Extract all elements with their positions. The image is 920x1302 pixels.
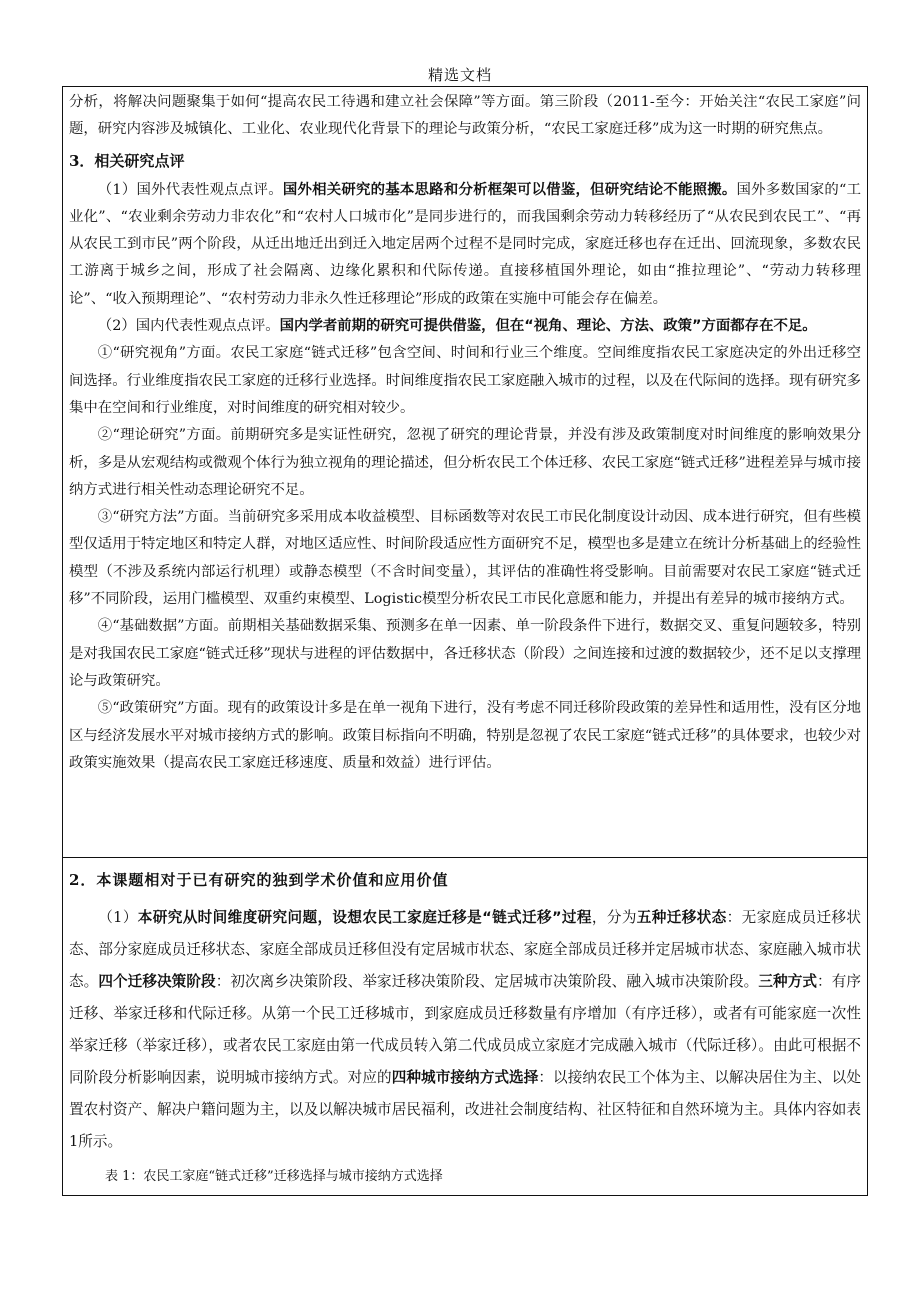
value-bold-5: 四种城市接纳方式选择: [391, 1069, 539, 1086]
value-bold-1: 本研究从时间维度研究问题，设想农民工家庭迁移是“链式迁移”过程: [137, 909, 592, 926]
intro-paragraph: 分析，将解决问题聚集于如何“提高农民工待遇和建立社会保障”等方面。第三阶段（2011-至今：开始关注“农民工家庭”问题，研究内容涉及城镇化、工业化、农业现代化背景下的理论与政策分析，“农民工家庭迁移”成为这一时期的研究焦点。: [69, 94, 861, 138]
table-caption: 表 1：农民工家庭“链式迁移”迁移选择与城市接纳方式选择: [105, 1169, 443, 1184]
section-2-content: [69, 867, 861, 1158]
page-header: 精选文档: [427, 66, 492, 84]
section-3-content: [69, 89, 861, 777]
value-bold-3: 四个迁移决策阶段: [98, 973, 216, 990]
review-item-policy: ⑤“政策研究”方面。现有的政策设计多是在单一视角下进行，没有考虑不同迁移阶段政策的差异性和适用性，没有区分地区与经济发展水平对城市接纳方式的影响。政策目标指向不明确，特别是忽视了农民工家庭“链式迁移”的具体要求，也较少对政策实施效果（提高农民工家庭迁移速度、质量和效益）进行评估。: [69, 700, 861, 771]
domestic-review-bold: 国内学者前期的研究可提供借鉴，但在“视角、理论、方法、政策”方面都存在不足。: [279, 318, 817, 335]
review-item-data: ④“基础数据”方面。前期相关基础数据采集、预测多在单一因素、单一阶段条件下进行，数据交叉、重复问题较多，特别是对我国农民工家庭“链式迁移”现状与进程的评估数据中，各迁移状态（阶段）之间连接和过渡的数据较少，还不足以支撑理论与政策研究。: [69, 618, 861, 689]
section-3-title: 3．相关研究点评: [69, 151, 185, 170]
domestic-review-paragraph: [69, 313, 861, 340]
value-text-4: ：初次离乡决策阶段、举家迁移决策阶段、定居城市决策阶段、融入城市决策阶段。: [215, 973, 759, 990]
foreign-review-text: 国外多数国家的“工业化”、“农业剩余劳动力非农化”和“农村人口城市化”是同步进行的，而我国剩余劳动力转移经历了“从农民到农民工”、“再从农民工到市民”两个阶段，从迁出地迁出到迁入地定居两个过程不是同时完成，家庭迁移也存在迁出、回流现象，多数农民工游离于城乡之间，形成了社会隔离、边缘化累积和代际传递。直接移植国外理论，如由“推拉理论”、“劳动力转移理论”、“收入预期理论”、“农村劳动力非永久性迁移理论”形成的政策在实施中可能会存在偏差。: [69, 181, 861, 307]
value-bold-4: 三种方式: [758, 973, 818, 990]
review-item-method: ③“研究方法”方面。当前研究多采用成本收益模型、目标函数等对农民工市民化制度设计动因、成本进行研究，但有些模型仅适用于特定地区和特定人群，对地区适应性、时间阶段适应性方面研究不足，模型也多是建立在统计分析基础上的经验性模型（不涉及系统内部运行机理）或静态模型（不含时间变量），其评估的准确性将受影响。目前需要对农民工家庭“链式迁移”不同阶段，运用门槛模型、双重约束模型、Logistic模型分析农民工市民化意愿和能力，并提出有差异的城市接纳方式。: [69, 509, 861, 608]
value-text-1: （1）: [98, 909, 138, 926]
review-item-perspective: ①“研究视角”方面。农民工家庭“链式迁移”包含空间、时间和行业三个维度。空间维度指农民工家庭决定的外出迁移空间选择。行业维度指农民工家庭的迁移行业选择。时间维度指农民工家庭融入城市的过程，以及在代际间的选择。现有研究多集中在空间和行业维度，对时间维度的研究相对较少。: [69, 345, 861, 416]
foreign-review-bold: 国外相关研究的基本思路和分析框架可以借鉴，但研究结论不能照搬。: [282, 181, 737, 198]
foreign-review-prefix: （1）国外代表性观点点评。: [97, 181, 283, 198]
value-text-6: ：以接纳农民工个体为主、以解决居住为主、以处置农村资产、解决户籍问题为主，以及以解决城市居民福利，改进社会制度结构、社区特征和自然环境为主。具体内容如表1所示。: [69, 1069, 861, 1150]
document-frame: [62, 86, 868, 1196]
value-text-5: ：有序迁移、举家迁移和代际迁移。从第一个民工迁移城市，到家庭成员迁移数量有序增加（有序迁移），或者有可能家庭一次性举家迁移（举家迁移），或者农民工家庭由第一代成员转入第二代成员成立家庭才完成融入城市（代际迁移）。由此可根据不同阶段分析影响因素，说明城市接纳方式。对应的: [69, 973, 861, 1086]
value-text-3: ：无家庭成员迁移状态、部分家庭成员迁移状态、家庭全部成员迁移但没有定居城市状态、家庭全部成员迁移并定居城市状态、家庭融入城市状态。: [69, 909, 861, 990]
section-2-title: 2．本课题相对于已有研究的独到学术价值和应用价值: [69, 871, 449, 889]
foreign-review-paragraph: [69, 177, 861, 313]
value-bold-2: 五种迁移状态: [636, 909, 727, 926]
domestic-review-prefix: （2）国内代表性观点点评。: [97, 318, 280, 335]
value-text-2: ，分为: [591, 909, 637, 926]
value-paragraph: [69, 902, 861, 1158]
section-divider: [63, 857, 867, 858]
review-item-theory: ②“理论研究”方面。前期研究多是实证性研究，忽视了研究的理论背景，并没有涉及政策制度对时间维度的影响效果分析，多是从宏观结构或微观个体行为独立视角的理论描述，但分析农民工个体迁移、农民工家庭“链式迁移”进程差异与城市接纳方式进行相关性动态理论研究不足。: [69, 427, 861, 498]
